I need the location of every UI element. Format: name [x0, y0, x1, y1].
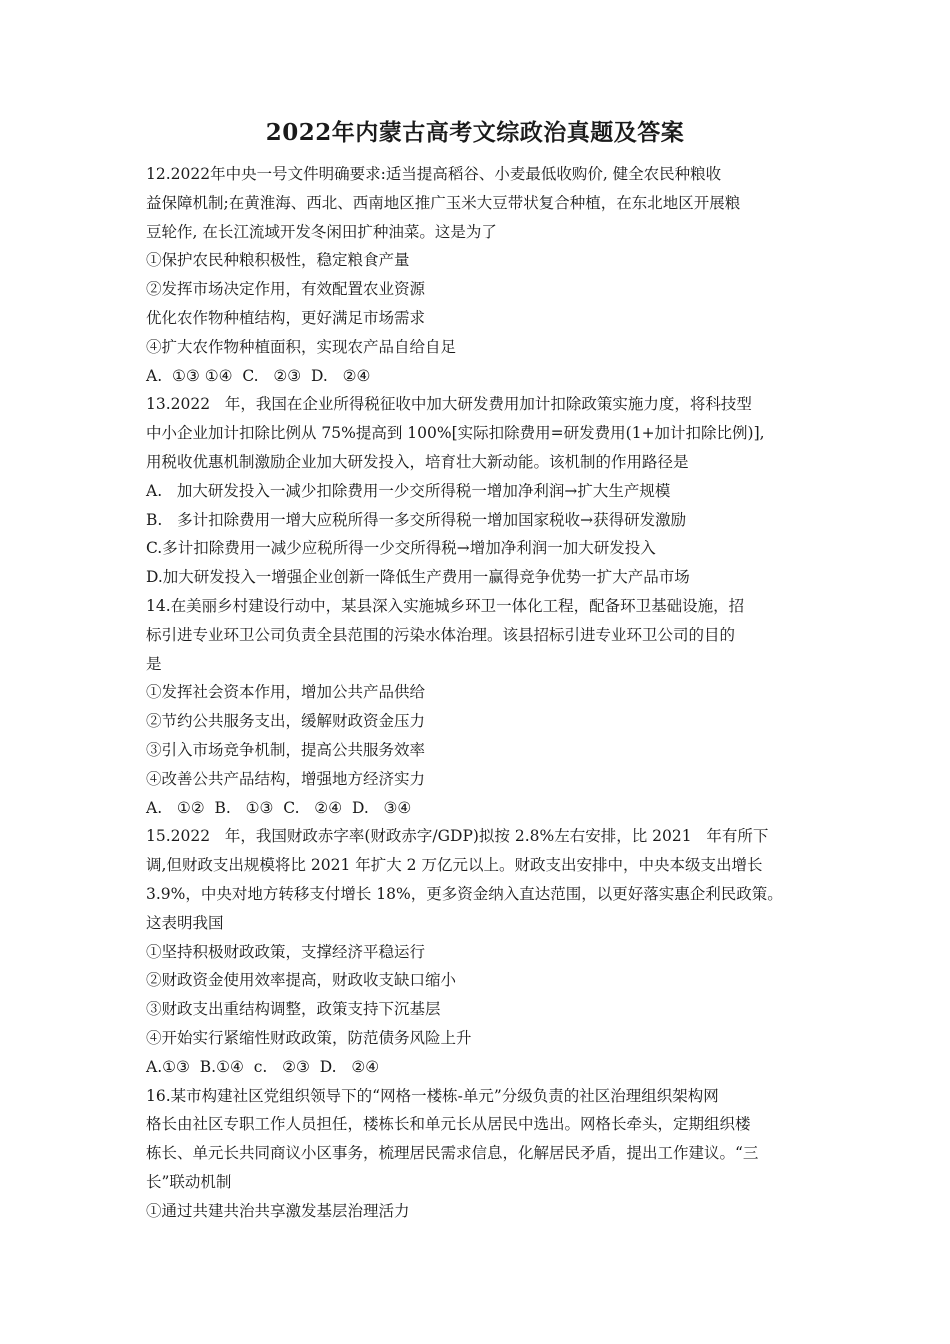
text-line: A.①③ B.①④ c. ②③ D. ②④	[146, 1057, 380, 1076]
text-line: ③财政支出重结构调整，政策支持下沉基层	[146, 1000, 441, 1019]
text-line: 12.2022年中央一号文件明确要求:适当提高稻谷、小麦最低收购价, 健全农民种粮收	[146, 165, 722, 183]
page-title: 2022年内蒙古高考文综政治真题及答案	[265, 119, 685, 146]
document-body	[146, 160, 836, 1225]
text-line: ①通过共建共治共享激发基层治理活力	[146, 1201, 410, 1220]
text-line: ②节约公共服务支出，缓解财政资金压力	[146, 712, 426, 731]
text-line: 豆轮作, 在长江流域开发冬闲田扩种油菜。这是为了	[146, 222, 497, 241]
text-line: ④改善公共产品结构，增强地方经济实力	[146, 769, 426, 788]
text-line: 优化农作物种植结构，更好满足市场需求	[146, 308, 426, 327]
text-line: 用税收优惠机制激励企业加大研发投入，培育壮大新动能。该机制的作用路径是	[146, 452, 689, 471]
text-line: ①发挥社会资本作用，增加公共产品供给	[146, 683, 426, 702]
text-line: 3.9%，中央对地方转移支付增长 18%，更多资金纳入直达范围，以更好落实惠企利民政策。	[146, 884, 783, 903]
text-line: 是	[146, 654, 162, 673]
text-line: 长”联动机制	[146, 1172, 232, 1191]
text-line: ③引入市场竞争机制，提高公共服务效率	[146, 740, 426, 759]
text-line: A. 加大研发投入一减少扣除费用一少交所得税一增加净利润→扩大生产规模	[146, 481, 671, 500]
text-line: 15.2022 年，我国财政赤字率(财政赤字/GDP)拟按 2.8%左右安排，比 2021 年有所下	[146, 827, 769, 846]
text-line: 益保障机制;在黄淮海、西北、西南地区推广玉米大豆带状复合种植，在东北地区开展粮	[146, 193, 741, 212]
text-line: 栋长、单元长共同商议小区事务，梳理居民需求信息，化解居民矛盾，提出工作建议。“三	[146, 1144, 759, 1163]
text-line: 标引进专业环卫公司负责全县范围的污染水体治理。该县招标引进专业环卫公司的目的	[146, 625, 736, 644]
text-line: 16.某市构建社区党组织领导下的“网格一楼栋-单元”分级负责的社区治理组织架构网	[146, 1086, 719, 1105]
text-line: 这表明我国	[146, 913, 224, 932]
text-line: A. ①② B. ①③ C. ②④ D. ③④	[146, 798, 412, 817]
text-line: 14.在美丽乡村建设行动中，某县深入实施城乡环卫一体化工程，配备环卫基础设施，招	[146, 596, 745, 615]
text-line: ②财政资金使用效率提高，财政收支缺口缩小	[146, 971, 457, 990]
text-line: D.加大研发投入一增强企业创新一降低生产费用一赢得竞争优势一扩大产品市场	[146, 568, 690, 587]
text-line: 格长由社区专职工作人员担任，楼栋长和单元长从居民中选出。网格长牵头，定期组织楼	[146, 1115, 751, 1134]
text-line: 调,但财政支出规模将比 2021 年扩大 2 万亿元以上。财政支出安排中，中央本级支出增长	[146, 856, 763, 875]
text-line: ④开始实行紧缩性财政政策，防范债务风险上升	[146, 1028, 472, 1047]
text-line: ②发挥市场决定作用，有效配置农业资源	[146, 280, 426, 299]
text-line: B. 多计扣除费用一增大应税所得一多交所得税一增加国家税收→获得研发激励	[146, 510, 687, 529]
text-line: ①保护农民种粮积极性，稳定粮食产量	[146, 251, 410, 270]
text-line: A. ①③ ①④ C. ②③ D. ②④	[146, 366, 371, 385]
text-line: ①坚持积极财政政策，支撑经济平稳运行	[146, 942, 426, 961]
text-line: C.多计扣除费用一减少应税所得一少交所得税→增加净利润一加大研发投入	[146, 539, 656, 558]
text-line: 中小企业加计扣除比例从 75%提高到 100%[实际扣除费用=研发费用(1+加计扣除比例)],	[146, 424, 765, 443]
text-line: 13.2022 年，我国在企业所得税征收中加大研发费用加计扣除政策实施力度，将科技型	[146, 395, 752, 414]
text-line: ④扩大农作物种植面积，实现农产品自给自足	[146, 337, 457, 356]
